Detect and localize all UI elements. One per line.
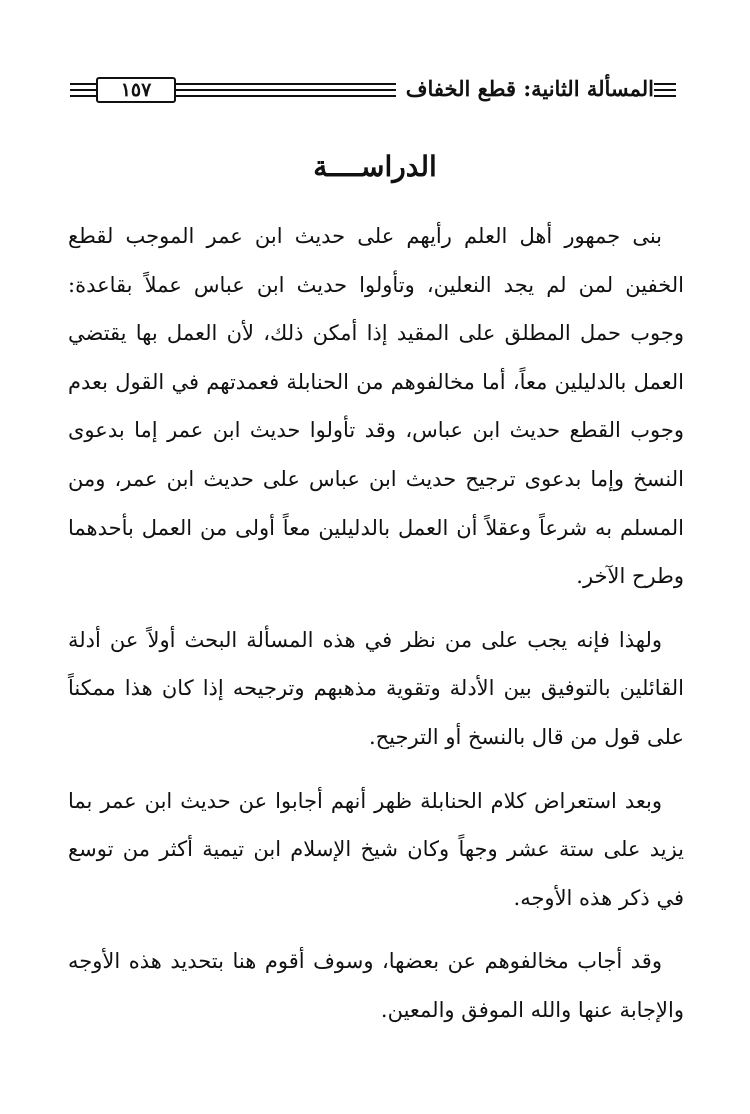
paragraph: بنى جمهور أهل العلم رأيهم على حديث ابن عمر الموجب لقطع الخفين لمن لم يجد النعلين، وتأولوا حديث ابن عباس عملاً بقاعدة: وجوب حمل المطلق على المقيد إذا أمكن ذلك، لأن العمل بها يقتضي العمل بالدليلين معاً، أما مخالفوهم من الحنابلة فعمدتهم في القول بعدم وجوب القطع حديث ابن عباس، وقد تأولوا حديث ابن عمر إما بدعوى النسخ وإما بدعوى ترجيح حديث ابن عباس على حديث ابن عمر، ومن المسلم به شرعاً وعقلاً أن العمل بالدليلين معاً أولى من العمل بأحدهما وطرح الآخر. bbox=[68, 224, 684, 589]
paragraph: وبعد استعراض كلام الحنابلة ظهر أنهم أجابوا عن حديث ابن عمر بما يزيد على ستة عشر وجهاً وكان شيخ الإسلام ابن تيمية أكثر من توسع في ذكر هذه الأوجه. bbox=[68, 788, 684, 910]
section-heading: الدراســــة bbox=[313, 150, 437, 183]
body-text bbox=[68, 212, 684, 1050]
running-title: المسألة الثانية: قطع الخفاف bbox=[396, 76, 654, 101]
page-number: ١٥٧ bbox=[96, 77, 176, 103]
running-header bbox=[70, 72, 682, 112]
paragraph: وقد أجاب مخالفوهم عن بعضها، وسوف أقوم هنا بتحديد هذه الأوجه والإجابة عنها والله الموفق والمعين. bbox=[68, 949, 684, 1022]
paragraph: ولهذا فإنه يجب على من نظر في هذه المسألة البحث أولاً عن أدلة القائلين بالتوفيق بين الأدلة وتقوية مذهبهم وترجيحه إذا كان هذا ممكناً على قول من قال بالنسخ أو الترجيح. bbox=[68, 627, 684, 749]
